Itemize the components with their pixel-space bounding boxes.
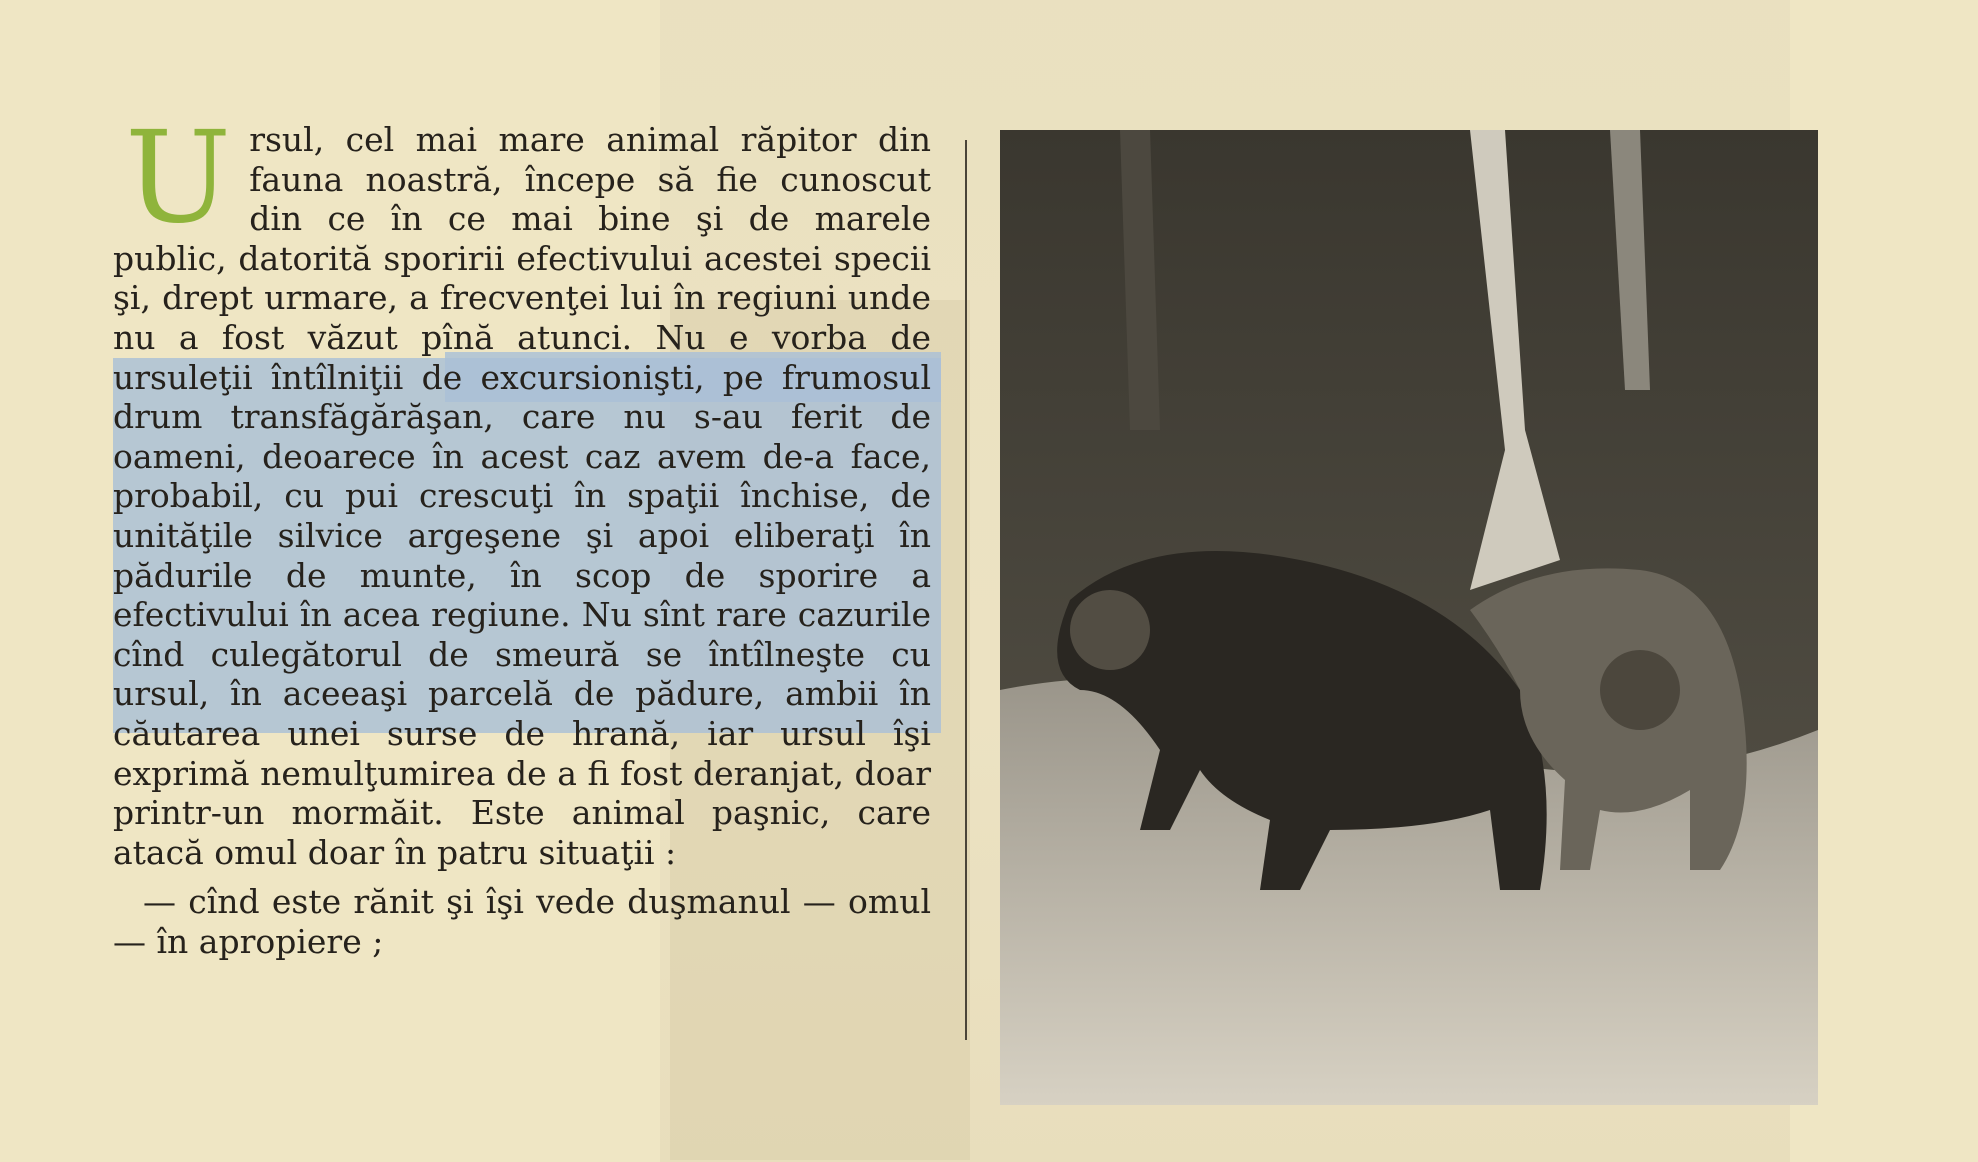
article-column: [113, 104, 931, 961]
drop-cap: U: [125, 104, 232, 251]
bear-photo: [1000, 130, 1818, 1105]
column-rule: [965, 140, 967, 1040]
list-item: — cînd este rănit şi îşi vede duşmanul — omul — în apropiere ;: [113, 882, 931, 961]
article-paragraph: rsul, cel mai mare animal răpitor din fauna noastră, începe să fie cunoscut din ce în ce mai bine şi de marele public, datorită sporirii efectivului acestei specii şi, drept urmare, a frecvenţei lui în regiuni unde nu a fost văzut pînă atunci. Nu e vorba de ursuleţii întîlniţii de excursionişti, pe frumosul drum transfăgărăşan, care nu s-au ferit de oameni, deoarece în acest caz avem de-a face, probabil, cu pui crescuţi în spaţii închise, de unităţile silvice argeşene şi apoi eliberaţi în pădurile de munte, în scop de sporire a efectivului în acea regiune. Nu sînt rare cazurile cînd culegătorul de smeură se întîlneşte cu ursul, în aceeaşi parcelă de pădure, ambii în căutarea unei surse de hrană, iar ursul îşi exprimă nemulţumirea de a fi fost deranjat, doar printr-un mormăit. Este animal paşnic, care atacă omul doar în patru situaţii :: [113, 120, 931, 872]
